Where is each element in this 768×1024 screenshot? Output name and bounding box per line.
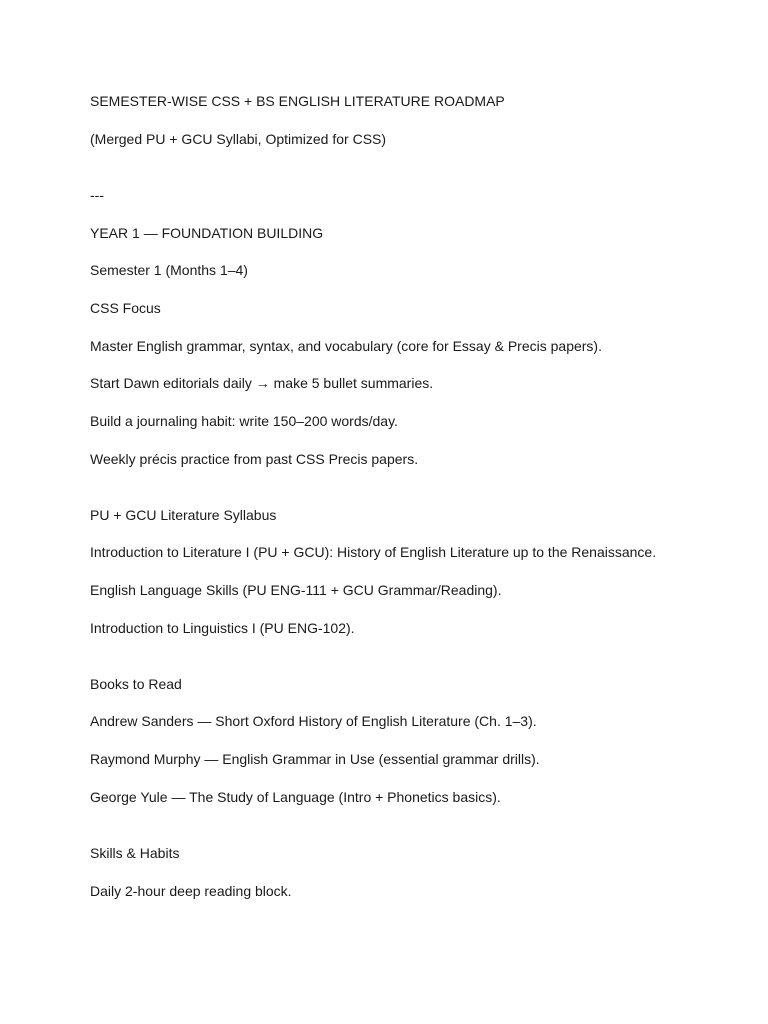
year-heading: YEAR 1 — FOUNDATION BUILDING — [90, 225, 324, 241]
skills-heading: Skills & Habits — [90, 845, 180, 861]
document-title: SEMESTER-WISE CSS + BS ENGLISH LITERATURE ROADMAP — [90, 93, 505, 109]
css-focus-item: Weekly précis practice from past CSS Precis papers. — [90, 451, 419, 467]
syllabus-item: Introduction to Linguistics I (PU ENG-102). — [90, 620, 355, 636]
book-item: George Yule — The Study of Language (Intro + Phonetics basics). — [90, 789, 501, 805]
section-separator: --- — [90, 187, 104, 203]
syllabus-item: Introduction to Literature I (PU + GCU): History of English Literature up to the Renaissance. — [90, 544, 657, 560]
css-focus-item: Build a journaling habit: write 150–200 words/day. — [90, 413, 398, 429]
syllabus-item: English Language Skills (PU ENG-111 + GCU Grammar/Reading). — [90, 582, 502, 598]
syllabus-heading: PU + GCU Literature Syllabus — [90, 507, 277, 523]
book-item: Andrew Sanders — Short Oxford History of English Literature (Ch. 1–3). — [90, 713, 537, 729]
books-heading: Books to Read — [90, 676, 182, 692]
css-focus-item: Master English grammar, syntax, and vocabulary (core for Essay & Precis papers). — [90, 338, 602, 354]
css-focus-heading: CSS Focus — [90, 300, 161, 316]
semester-heading: Semester 1 (Months 1–4) — [90, 262, 248, 278]
skill-item: Daily 2-hour deep reading block. — [90, 883, 292, 899]
document-subtitle: (Merged PU + GCU Syllabi, Optimized for CSS) — [90, 131, 387, 147]
css-focus-item: Start Dawn editorials daily → make 5 bullet summaries. — [90, 375, 434, 391]
book-item: Raymond Murphy — English Grammar in Use (essential grammar drills). — [90, 751, 540, 767]
